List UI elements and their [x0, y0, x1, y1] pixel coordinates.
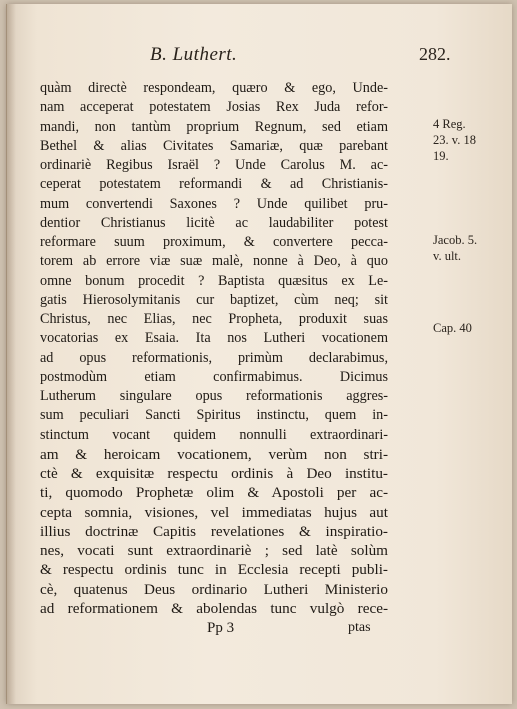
text-line: postmodùm etiam confirmabimus. Dicimus: [40, 368, 388, 385]
text-line: vocatorias ex Esaia. Ita nos Lutheri vocationem: [40, 330, 388, 347]
marginal-note: v. ult.: [433, 249, 462, 263]
text-line: ordinariè Regibus Israël ? Unde Carolus M. ac-: [40, 157, 388, 173]
text-line: cepta somnia, visiones, vel immediatas hujus aut: [40, 503, 388, 521]
marginal-note: 23. v. 18: [433, 133, 476, 147]
text-line: Christus, nec Elias, nec Propheta, produxit suas: [40, 311, 388, 327]
text-line: dentior Christianus licitè ac laudabiliter potest: [40, 214, 388, 231]
text-line: cè, quatenus Deus ordinario Lutheri Ministerio: [40, 580, 388, 598]
running-head: [0, 44, 517, 68]
marginal-note: 4 Reg.: [433, 117, 466, 131]
body-text: [40, 79, 478, 618]
text-line: ctè & exquisitæ respectu ordinis à Deo institu-: [40, 465, 388, 482]
text-line: mandi, non tantùm proprium Regnum, sed etiam: [40, 118, 388, 135]
page-footer: [0, 620, 517, 640]
text-line: omne bonum procedit ? Baptista quæsitus ex Le-: [40, 272, 388, 289]
text-line: sum peculiari Sancti Spiritus instinctu, quem in-: [40, 407, 388, 424]
text-line: gatis Hierosolymitanis cur baptizet, cùm neq; sit: [40, 291, 388, 308]
signature-mark: Pp 3: [207, 620, 235, 636]
running-head-title: B. Luthert.: [150, 44, 238, 65]
text-line: & respectu ordinis tunc in Ecclesia recepti publi-: [40, 561, 388, 579]
text-line: Lutherum singulare opus reformationis aggres-: [40, 388, 388, 404]
text-line: nam acceperat potestatem Josias Rex Juda refor-: [40, 99, 388, 116]
marginal-note: Cap. 40: [433, 321, 472, 335]
page-number: 282.: [419, 44, 451, 64]
text-line: mum convertendi Saxones ? Unde quilibet pru-: [40, 195, 388, 212]
text-line: nes, vocati sunt extraordinariè ; sed latè solùm: [40, 542, 388, 559]
marginal-note: 19.: [433, 149, 449, 163]
text-line: stinctum vocant quidem nonnulli extraordinari-: [40, 426, 388, 443]
text-line: quàm directè respondeam, quæro & ego, Unde-: [40, 80, 388, 96]
marginal-note: Jacob. 5.: [433, 233, 478, 247]
catchword: ptas: [348, 620, 371, 635]
text-line: Bethel & alias Civitates Samariæ, quæ parebant: [40, 137, 388, 154]
text-line: reformare suum proximum, & convertere pecca-: [40, 234, 388, 250]
text-line: ad opus reformationis, primùm declarabimus,: [40, 349, 388, 366]
text-line: illius doctrinæ Capitis revelationes & inspiratio-: [40, 522, 388, 540]
text-line: am & heroicam vocationem, verùm non stri-: [40, 445, 388, 463]
text-line: ceperat potestatem reformandi & ad Christianis-: [40, 176, 388, 193]
gutter-shadow: [6, 4, 16, 704]
text-line: ad reformationem & abolendas tunc vulgò rece-: [40, 599, 388, 617]
text-line: torem ab errore viæ suæ malè, nonne à Deo, à quo: [40, 253, 388, 270]
text-line: ti, quomodo Prophetæ olim & Apostoli per ac-: [40, 484, 388, 502]
